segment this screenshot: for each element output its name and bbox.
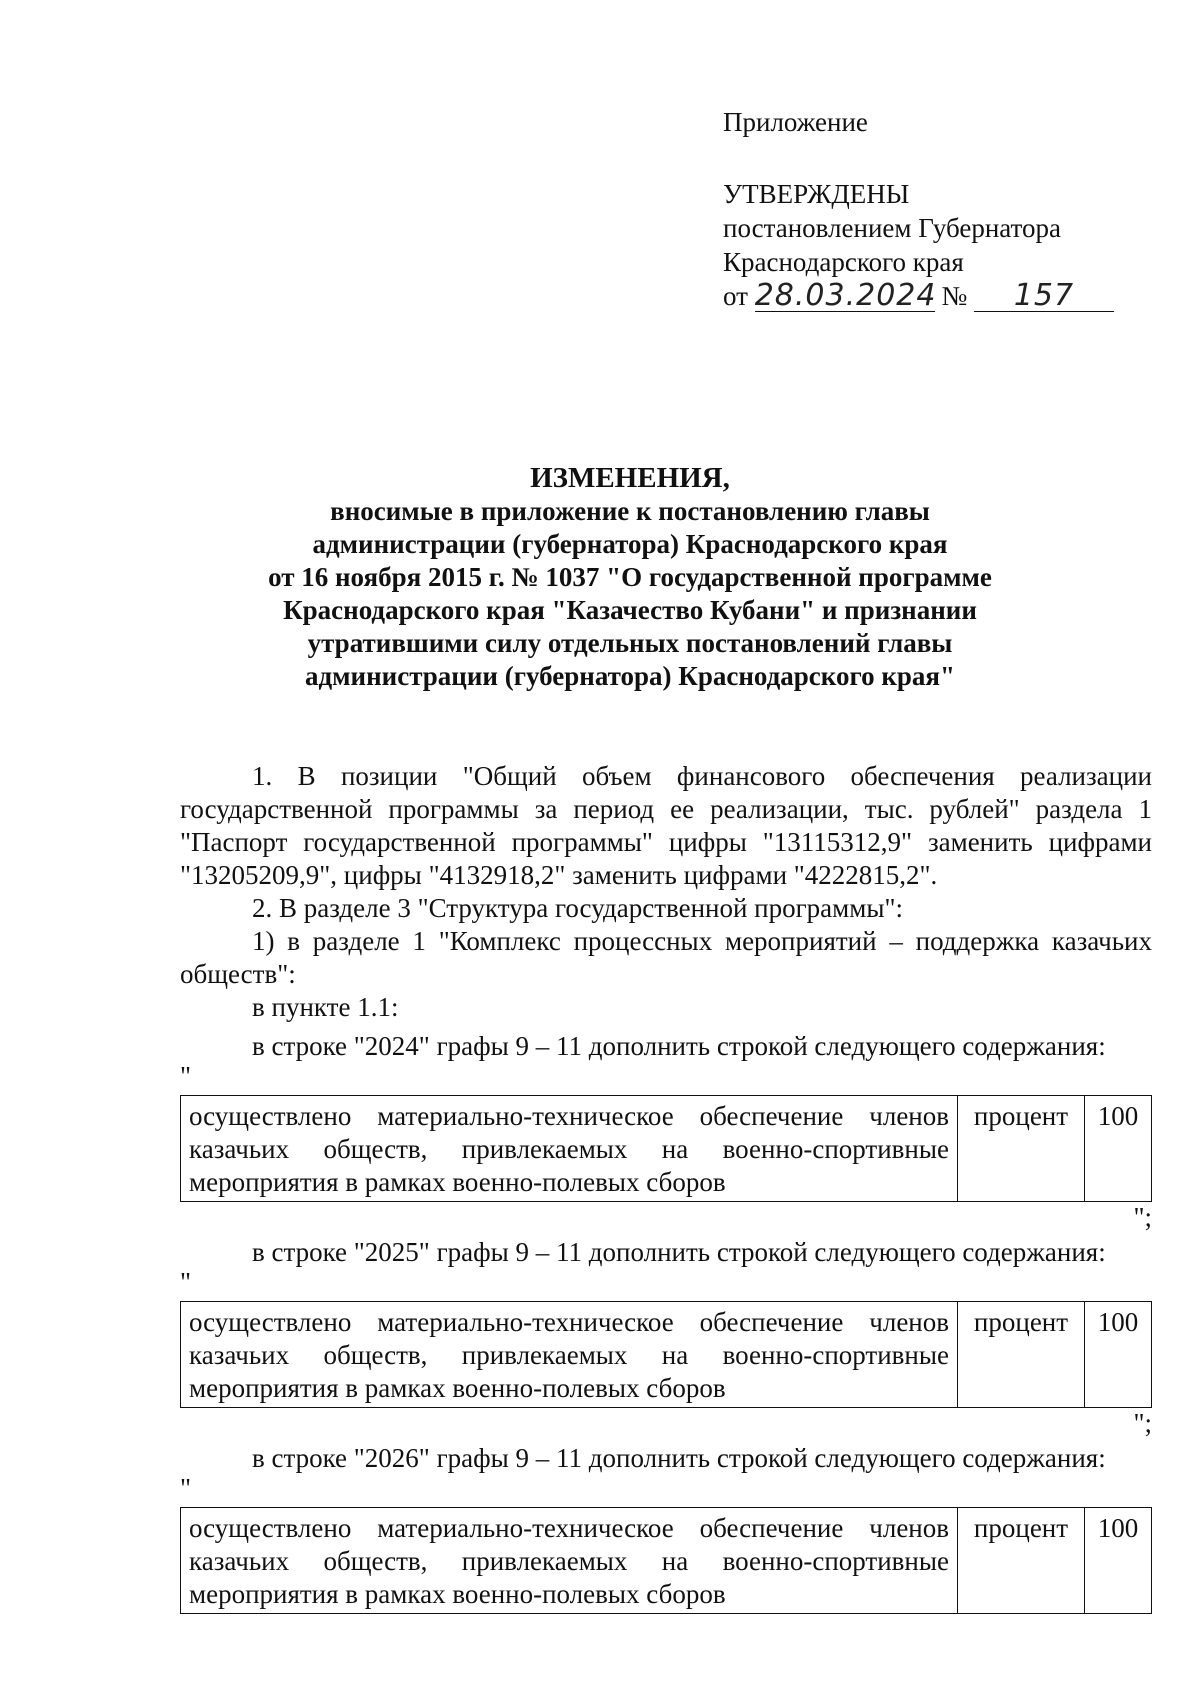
title-line: администрации (губернатора) Краснодарского края: [312, 529, 948, 559]
paragraph-4: в пункте 1.1:: [252, 992, 399, 1022]
approved-by-line: постановлением Губернатора: [723, 213, 1061, 243]
title-line: администрации (губернатора) Краснодарского края": [304, 661, 956, 691]
table-cell-unit: процент: [958, 1302, 1085, 1408]
document-body: [180, 760, 1152, 1616]
insertion-block-2024: [180, 1030, 1152, 1230]
title-line: от 16 ноября 2015 г. № 1037 "О государственной программе: [268, 562, 992, 592]
table-cell-unit: процент: [958, 1096, 1085, 1202]
paragraph-2: 2. В разделе 3 "Структура государственной программы":: [252, 893, 904, 923]
insertion-intro: в строке "2025" графы 9 – 11 дополнить строкой следующего содержания:: [252, 1237, 1106, 1267]
title-line: вносимые в приложение к постановлению главы: [330, 496, 930, 526]
table-cell-description: осуществлено материально-техническое обеспечение членов казачьих обществ, привлекаемых на военно-спортивные мероприятия в рамках военно-полевых сборов: [181, 1302, 958, 1408]
number-label: №: [941, 281, 968, 311]
document-title: [180, 462, 1080, 693]
table-row: [181, 1096, 1152, 1202]
title-heading: ИЗМЕНЕНИЯ,: [530, 462, 730, 494]
table-cell-description: осуществлено материально-техническое обеспечение членов казачьих обществ, привлекаемых на военно-спортивные мероприятия в рамках военно-полевых сборов: [181, 1096, 958, 1202]
open-quote: ": [180, 1061, 192, 1091]
insertion-intro: в строке "2024" графы 9 – 11 дополнить строкой следующего содержания:: [252, 1031, 1106, 1061]
insertion-table: [180, 1507, 1152, 1614]
close-quote: ";: [1133, 1202, 1152, 1232]
approved-label: УТВЕРЖДЕНЫ: [723, 179, 910, 209]
appendix-label: Приложение: [723, 107, 868, 137]
handwritten-date: 28.03.2024: [754, 278, 937, 313]
insertion-table: [180, 1095, 1152, 1202]
insertion-table: [180, 1301, 1152, 1408]
title-line: утратившими силу отдельных постановлений главы: [307, 628, 953, 658]
table-row: [181, 1508, 1152, 1614]
handwritten-number: 157: [974, 281, 1114, 312]
insertion-block-2025: [180, 1236, 1152, 1436]
table-cell-unit: процент: [958, 1508, 1085, 1614]
close-quote: ";: [1133, 1408, 1152, 1438]
from-label: от: [723, 281, 748, 311]
approval-header: [723, 105, 1114, 313]
open-quote: ": [180, 1267, 192, 1297]
paragraph-1: 1. В позиции "Общий объем финансового обеспечения реализации государственной программы за период ее реализации, тыс. рублей" раздела 1 "Паспорт государственной программы" цифры "13115312,9" заменить цифрами "13205209,9", цифры "4132918,2" заменить цифрами "4222815,2".: [180, 761, 1152, 890]
date-number-line: [723, 279, 1114, 313]
table-cell-value: 100: [1085, 1508, 1152, 1614]
paragraph-3: 1) в разделе 1 "Комплекс процессных мероприятий – поддержка казачьих обществ":: [180, 926, 1152, 989]
open-quote: ": [180, 1473, 192, 1503]
table-cell-value: 100: [1085, 1302, 1152, 1408]
title-line: Краснодарского края "Казачество Кубани" и признании: [283, 595, 977, 625]
table-cell-description: осуществлено материально-техническое обеспечение членов казачьих обществ, привлекаемых на военно-спортивные мероприятия в рамках военно-полевых сборов: [181, 1508, 958, 1614]
table-row: [181, 1302, 1152, 1408]
approved-region-line: Краснодарского края: [723, 247, 964, 277]
insertion-intro: в строке "2026" графы 9 – 11 дополнить строкой следующего содержания:: [252, 1443, 1106, 1473]
insertion-block-2026: [180, 1442, 1152, 1614]
table-cell-value: 100: [1085, 1096, 1152, 1202]
